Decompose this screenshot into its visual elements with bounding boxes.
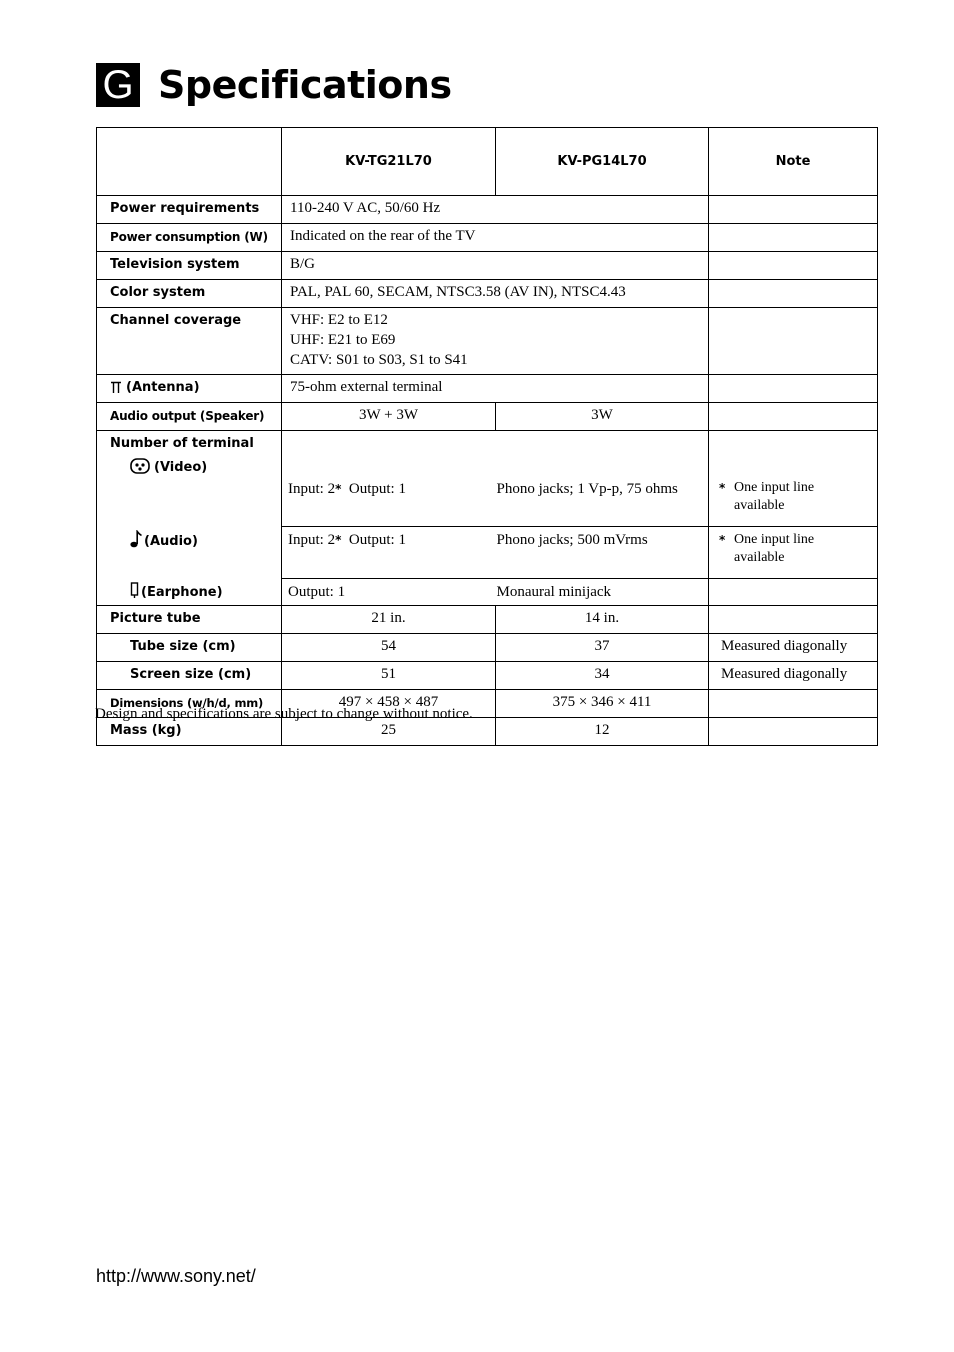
screen-size-tg: 51 <box>282 662 496 690</box>
table-row <box>97 224 878 252</box>
audio-output-tg: 3W + 3W <box>282 403 496 431</box>
row-label-terminal-audio <box>97 527 282 579</box>
note-cell <box>709 606 878 634</box>
header-cell-kv-tg21l70: KV-TG21L70 <box>282 128 496 196</box>
channel-uhf: UHF: E21 to E69 <box>290 332 396 348</box>
table-header-row <box>97 128 878 196</box>
row-label-color-system: Color system <box>97 280 282 308</box>
audio-input: Input: 2 <box>288 532 336 548</box>
screen-size-pg: 34 <box>496 662 709 690</box>
note-cell <box>709 690 878 718</box>
table-row <box>97 308 878 375</box>
note-star: * <box>719 533 726 547</box>
channel-coverage-value <box>282 308 709 375</box>
note-cell <box>709 718 878 746</box>
row-label-antenna: (Antenna) <box>97 375 282 403</box>
earphone-icon <box>130 582 139 604</box>
header-cell-blank <box>97 128 282 196</box>
tube-size-pg: 37 <box>496 634 709 662</box>
page-title: Specifications <box>158 63 452 107</box>
note-cell <box>709 403 878 431</box>
audio-input-output <box>282 527 496 579</box>
table-row <box>97 252 878 280</box>
tube-size-tg: 54 <box>282 634 496 662</box>
header-cell-kv-pg14l70: KV-PG14L70 <box>496 128 709 196</box>
table-row <box>97 662 878 690</box>
row-label-picture-tube: Picture tube <box>97 606 282 634</box>
audio-note: * One input line available <box>709 527 878 579</box>
audio-note-icon <box>130 530 142 553</box>
table-row <box>97 403 878 431</box>
row-label-terminal-earphone <box>97 579 282 606</box>
video-note: * One input line available <box>709 431 878 527</box>
note-cell <box>709 252 878 280</box>
mass-pg: 12 <box>496 718 709 746</box>
picture-tube-pg: 14 in. <box>496 606 709 634</box>
audio-output: Output: 1 <box>348 532 406 548</box>
row-label-dimensions: Dimensions (w/h/d, mm) <box>97 690 282 718</box>
note-cell <box>709 375 878 403</box>
table-row <box>97 375 878 403</box>
row-label-screen-size: Screen size (cm) <box>97 662 282 690</box>
row-label-power-consumption: Power consumption (W) <box>97 224 282 252</box>
audio-jack-spec: Phono jacks; 500 mVrms <box>496 527 709 579</box>
table-row <box>97 579 878 606</box>
picture-tube-tg: 21 in. <box>282 606 496 634</box>
row-label-channel-coverage: Channel coverage <box>97 308 282 375</box>
table-row <box>97 634 878 662</box>
power-consumption-value: Indicated on the rear of the TV <box>282 224 709 252</box>
note-cell <box>709 579 878 606</box>
audio-output-pg: 3W <box>496 403 709 431</box>
footnote-star: * <box>335 482 342 496</box>
page-header <box>96 62 452 108</box>
note-star: * <box>719 481 726 495</box>
row-label-tube-size: Tube size (cm) <box>97 634 282 662</box>
table-row <box>97 280 878 308</box>
mass-tg: 25 <box>282 718 496 746</box>
disclaimer-footnote: Design and specifications are subject to change without notice. <box>95 706 473 722</box>
row-label-mass: Mass (kg) <box>97 718 282 746</box>
section-letter-badge: G <box>96 63 140 107</box>
video-input: Input: 2 <box>288 481 336 497</box>
row-label-audio-output: Audio output (Speaker) <box>97 403 282 431</box>
table-row <box>97 527 878 579</box>
dimensions-tg: 497 × 458 × 487 <box>282 690 496 718</box>
screen-size-note: Measured diagonally <box>709 662 878 690</box>
footer-url: http://www.sony.net/ <box>96 1266 256 1286</box>
terminal-video-label: (Video) <box>110 452 281 479</box>
antenna-value: 75-ohm external terminal <box>282 375 709 403</box>
table-row <box>97 606 878 634</box>
color-system-value: PAL, PAL 60, SECAM, NTSC3.58 (AV IN), NTSC4.43 <box>282 280 709 308</box>
table-row <box>97 196 878 224</box>
dimensions-pg: 375 × 346 × 411 <box>496 690 709 718</box>
specifications-table <box>96 127 878 746</box>
channel-vhf: VHF: E2 to E12 <box>290 312 388 328</box>
channel-catv: CATV: S01 to S03, S1 to S41 <box>290 352 468 368</box>
television-system-value: B/G <box>282 252 709 280</box>
earphone-output: Output: 1 <box>282 579 496 606</box>
video-input-output <box>282 431 496 527</box>
video-jack-icon <box>130 458 150 479</box>
antenna-icon <box>110 381 122 399</box>
footnote-star: * <box>335 533 342 547</box>
note-cell <box>709 280 878 308</box>
row-label-terminal-video <box>97 431 282 527</box>
video-jack-spec: Phono jacks; 1 Vp-p, 75 ohms <box>496 431 709 527</box>
note-cell <box>709 224 878 252</box>
row-label-television-system: Television system <box>97 252 282 280</box>
table-row <box>97 431 878 527</box>
note-cell <box>709 308 878 375</box>
earphone-spec: Monaural minijack <box>496 579 709 606</box>
note-cell <box>709 196 878 224</box>
terminal-earphone-label: (Earphone) <box>110 579 281 604</box>
power-requirements-value: 110-240 V AC, 50/60 Hz <box>282 196 709 224</box>
tube-size-note: Measured diagonally <box>709 634 878 662</box>
row-label-power-requirements: Power requirements <box>97 196 282 224</box>
video-output: Output: 1 <box>348 481 406 497</box>
row-label-number-of-terminal: Number of terminal <box>110 436 254 451</box>
header-cell-note: Note <box>709 128 878 196</box>
terminal-audio-label: (Audio) <box>110 527 281 553</box>
